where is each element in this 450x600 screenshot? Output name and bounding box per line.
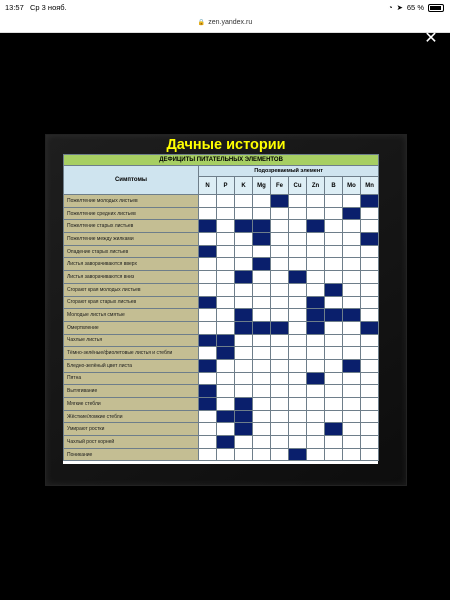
empty-cell [217,385,235,398]
deficiency-mark [235,410,253,423]
empty-cell [235,385,253,398]
table-row [64,220,379,233]
empty-cell [307,448,325,461]
table-row [64,334,379,347]
deficiency-mark [289,271,307,284]
empty-cell [289,410,307,423]
table-row [64,372,379,385]
empty-cell [271,385,289,398]
table-row [64,296,379,309]
symptom-cell: Поникание [64,448,199,461]
deficiency-mark [271,321,289,334]
empty-cell [325,245,343,258]
empty-cell [343,372,361,385]
deficiency-mark [343,207,361,220]
empty-cell [307,271,325,284]
empty-cell [343,423,361,436]
empty-cell [325,321,343,334]
empty-cell [271,309,289,322]
empty-cell [343,283,361,296]
empty-cell [253,410,271,423]
symptom-cell: Пожелтение между жилками [64,233,199,246]
empty-cell [217,195,235,208]
empty-cell [325,410,343,423]
empty-cell [271,448,289,461]
table-row [64,245,379,258]
empty-cell [289,233,307,246]
deficiency-mark [307,309,325,322]
deficiency-mark [307,321,325,334]
empty-cell [343,296,361,309]
empty-cell [217,207,235,220]
symptom-cell: Опадение старых листьев [64,245,199,258]
deficiency-mark [361,321,379,334]
url-display[interactable] [0,19,450,26]
deficiency-mark [307,296,325,309]
empty-cell [289,283,307,296]
empty-cell [199,448,217,461]
deficit-table-container [63,154,378,464]
empty-cell [307,436,325,449]
symptom-cell: Пожелтение старых листьев [64,220,199,233]
empty-cell [235,283,253,296]
deficiency-mark [199,334,217,347]
url-bar[interactable] [0,17,450,33]
empty-cell [361,423,379,436]
empty-cell [253,385,271,398]
symptom-cell: Чахлый рост корней [64,436,199,449]
empty-cell [217,220,235,233]
empty-cell [199,321,217,334]
deficiency-mark [217,410,235,423]
empty-cell [361,385,379,398]
empty-cell [343,385,361,398]
deficiency-mark [271,195,289,208]
empty-cell [307,410,325,423]
empty-cell [361,448,379,461]
empty-cell [289,258,307,271]
empty-cell [235,195,253,208]
empty-cell [289,436,307,449]
deficiency-mark [343,359,361,372]
empty-cell [325,271,343,284]
empty-cell [235,347,253,360]
empty-cell [199,271,217,284]
table-row [64,436,379,449]
empty-cell [289,195,307,208]
empty-cell [343,195,361,208]
deficiency-mark [307,372,325,385]
empty-cell [325,372,343,385]
deficiency-mark [199,359,217,372]
deficiency-mark [217,347,235,360]
empty-cell [271,436,289,449]
empty-cell [199,283,217,296]
element-header-cell: Zn [307,177,325,195]
empty-cell [307,195,325,208]
empty-cell [235,359,253,372]
empty-cell [361,296,379,309]
empty-cell [253,334,271,347]
deficiency-mark [307,220,325,233]
table-title: ДЕФИЦИТЫ ПИТАТЕЛЬНЫХ ЭЛЕМЕНТОВ [64,155,379,166]
element-header: Подозреваемый элемент [199,166,379,177]
empty-cell [325,347,343,360]
empty-cell [361,220,379,233]
table-row [64,207,379,220]
empty-cell [217,448,235,461]
empty-cell [361,436,379,449]
empty-cell [307,398,325,411]
empty-cell [271,271,289,284]
deficiency-mark [199,296,217,309]
table-row [64,423,379,436]
empty-cell [325,448,343,461]
empty-cell [253,359,271,372]
table-row [64,385,379,398]
empty-cell [253,372,271,385]
table-row [64,195,379,208]
empty-cell [343,436,361,449]
empty-cell [289,321,307,334]
empty-cell [217,359,235,372]
element-header-cell: B [325,177,343,195]
empty-cell [253,271,271,284]
table-row [64,258,379,271]
empty-cell [199,207,217,220]
deficiency-mark [199,398,217,411]
deficiency-mark [289,448,307,461]
symptom-cell: Листья заворачиваются вниз [64,271,199,284]
empty-cell [325,258,343,271]
deficiency-mark [343,309,361,322]
symptom-cell: Тёмно-зелёные/фиолетовые листья и стебли [64,347,199,360]
empty-cell [289,296,307,309]
empty-cell [217,283,235,296]
element-header-cell: Fe [271,177,289,195]
table-row [64,271,379,284]
empty-cell [235,258,253,271]
empty-cell [307,423,325,436]
empty-cell [289,398,307,411]
symptom-cell: Жёсткие/ломкие стебли [64,410,199,423]
symptom-cell: Пожелтение молодых листьев [64,195,199,208]
empty-cell [289,207,307,220]
empty-cell [253,423,271,436]
empty-cell [217,296,235,309]
empty-cell [217,372,235,385]
table-row [64,321,379,334]
empty-cell [271,233,289,246]
close-icon[interactable]: ✕ [424,30,438,47]
empty-cell [325,398,343,411]
deficiency-mark [361,233,379,246]
empty-cell [325,195,343,208]
empty-cell [361,207,379,220]
empty-cell [307,347,325,360]
empty-cell [271,207,289,220]
empty-cell [307,233,325,246]
deficiency-mark [235,309,253,322]
symptom-cell: Бледно-зелёный цвет листа [64,359,199,372]
empty-cell [199,372,217,385]
element-header-cell: Cu [289,177,307,195]
symptom-cell: Мягкие стебли [64,398,199,411]
symptom-cell: Чахлые листья [64,334,199,347]
deficiency-mark [199,245,217,258]
deficit-table [63,154,379,461]
deficiency-mark [253,233,271,246]
empty-cell [271,423,289,436]
empty-cell [343,233,361,246]
element-header-cell: K [235,177,253,195]
empty-cell [271,410,289,423]
battery-percent: 65 % [406,3,424,12]
symptom-cell: Молодые листья смятые [64,309,199,322]
empty-cell [235,334,253,347]
empty-cell [253,245,271,258]
table-row [64,410,379,423]
status-date: Ср 3 нояб. [30,3,67,12]
empty-cell [235,245,253,258]
empty-cell [289,245,307,258]
wifi-icon: ◔ [388,3,393,12]
empty-cell [253,347,271,360]
empty-cell [343,258,361,271]
empty-cell [361,359,379,372]
empty-cell [343,245,361,258]
empty-cell [343,448,361,461]
empty-cell [235,436,253,449]
empty-cell [217,271,235,284]
empty-cell [217,423,235,436]
status-indicators [388,3,444,12]
empty-cell [343,271,361,284]
empty-cell [307,207,325,220]
empty-cell [253,448,271,461]
deficiency-mark [325,283,343,296]
table-row [64,347,379,360]
element-header-cell: Mn [361,177,379,195]
empty-cell [325,359,343,372]
empty-cell [307,258,325,271]
empty-cell [271,372,289,385]
empty-cell [199,423,217,436]
empty-cell [289,220,307,233]
empty-cell [325,334,343,347]
empty-cell [271,258,289,271]
deficiency-mark [253,220,271,233]
empty-cell [271,398,289,411]
empty-cell [343,220,361,233]
empty-cell [325,436,343,449]
symptom-cell: Пожелтение средних листьев [64,207,199,220]
deficiency-mark [253,321,271,334]
deficiency-mark [253,258,271,271]
empty-cell [307,283,325,296]
table-row [64,448,379,461]
deficiency-mark [235,271,253,284]
empty-cell [217,321,235,334]
empty-cell [235,233,253,246]
empty-cell [343,398,361,411]
empty-cell [361,309,379,322]
empty-cell [235,207,253,220]
empty-cell [253,207,271,220]
element-header-cell: N [199,177,217,195]
empty-cell [307,359,325,372]
empty-cell [307,245,325,258]
deficiency-mark [361,195,379,208]
deficiency-mark [217,334,235,347]
symptom-cell: Сгорают края старых листьев [64,296,199,309]
element-header-cell: Mo [343,177,361,195]
empty-cell [289,372,307,385]
location-icon: ➤ [396,3,403,12]
empty-cell [325,207,343,220]
empty-cell [289,347,307,360]
empty-cell [199,309,217,322]
empty-cell [361,372,379,385]
empty-cell [271,245,289,258]
empty-cell [235,296,253,309]
lock-icon: 🔒 [197,20,206,26]
deficiency-mark [235,321,253,334]
empty-cell [271,347,289,360]
empty-cell [253,398,271,411]
empty-cell [289,309,307,322]
empty-cell [253,296,271,309]
empty-cell [289,359,307,372]
deficiency-mark [325,423,343,436]
empty-cell [361,334,379,347]
empty-cell [199,195,217,208]
deficiency-mark [235,398,253,411]
empty-cell [217,398,235,411]
url-text: zen.yandex.ru [208,19,253,26]
empty-cell [361,398,379,411]
empty-cell [307,385,325,398]
symptom-cell: Омертвление [64,321,199,334]
empty-cell [343,321,361,334]
empty-cell [361,271,379,284]
element-header-cell: P [217,177,235,195]
empty-cell [199,233,217,246]
empty-cell [271,220,289,233]
image-title: Дачные истории [166,137,286,153]
empty-cell [271,283,289,296]
empty-cell [253,436,271,449]
empty-cell [361,347,379,360]
empty-cell [199,258,217,271]
empty-cell [361,283,379,296]
symptom-cell: Сгорают края молодых листьев [64,283,199,296]
symptom-cell: Пятна [64,372,199,385]
empty-cell [199,436,217,449]
empty-cell [235,372,253,385]
table-row [64,398,379,411]
table-row [64,359,379,372]
empty-cell [361,245,379,258]
status-time: 13:57 [5,3,24,12]
empty-cell [325,385,343,398]
empty-cell [271,334,289,347]
empty-cell [289,334,307,347]
symptom-header: Симптомы [64,166,199,195]
empty-cell [253,309,271,322]
empty-cell [199,347,217,360]
empty-cell [325,233,343,246]
deficiency-mark [235,220,253,233]
status-bar [0,0,450,17]
empty-cell [343,347,361,360]
empty-cell [199,410,217,423]
empty-cell [271,359,289,372]
empty-cell [307,334,325,347]
empty-cell [253,195,271,208]
deficiency-mark [325,309,343,322]
element-header-cell: Mg [253,177,271,195]
table-row [64,283,379,296]
battery-icon [428,4,444,12]
empty-cell [253,283,271,296]
empty-cell [217,233,235,246]
deficiency-mark [235,423,253,436]
table-row [64,309,379,322]
symptom-cell: Вытягивание [64,385,199,398]
empty-cell [325,220,343,233]
deficiency-mark [199,220,217,233]
table-row [64,233,379,246]
empty-cell [361,410,379,423]
empty-cell [235,448,253,461]
empty-cell [343,410,361,423]
deficiency-mark [199,385,217,398]
empty-cell [217,258,235,271]
empty-cell [289,423,307,436]
empty-cell [361,258,379,271]
empty-cell [271,296,289,309]
empty-cell [217,245,235,258]
empty-cell [217,309,235,322]
empty-cell [289,385,307,398]
symptom-cell: Умирают ростки [64,423,199,436]
deficiency-mark [217,436,235,449]
empty-cell [343,334,361,347]
empty-cell [325,296,343,309]
symptom-cell: Листья заворачиваются вверх [64,258,199,271]
